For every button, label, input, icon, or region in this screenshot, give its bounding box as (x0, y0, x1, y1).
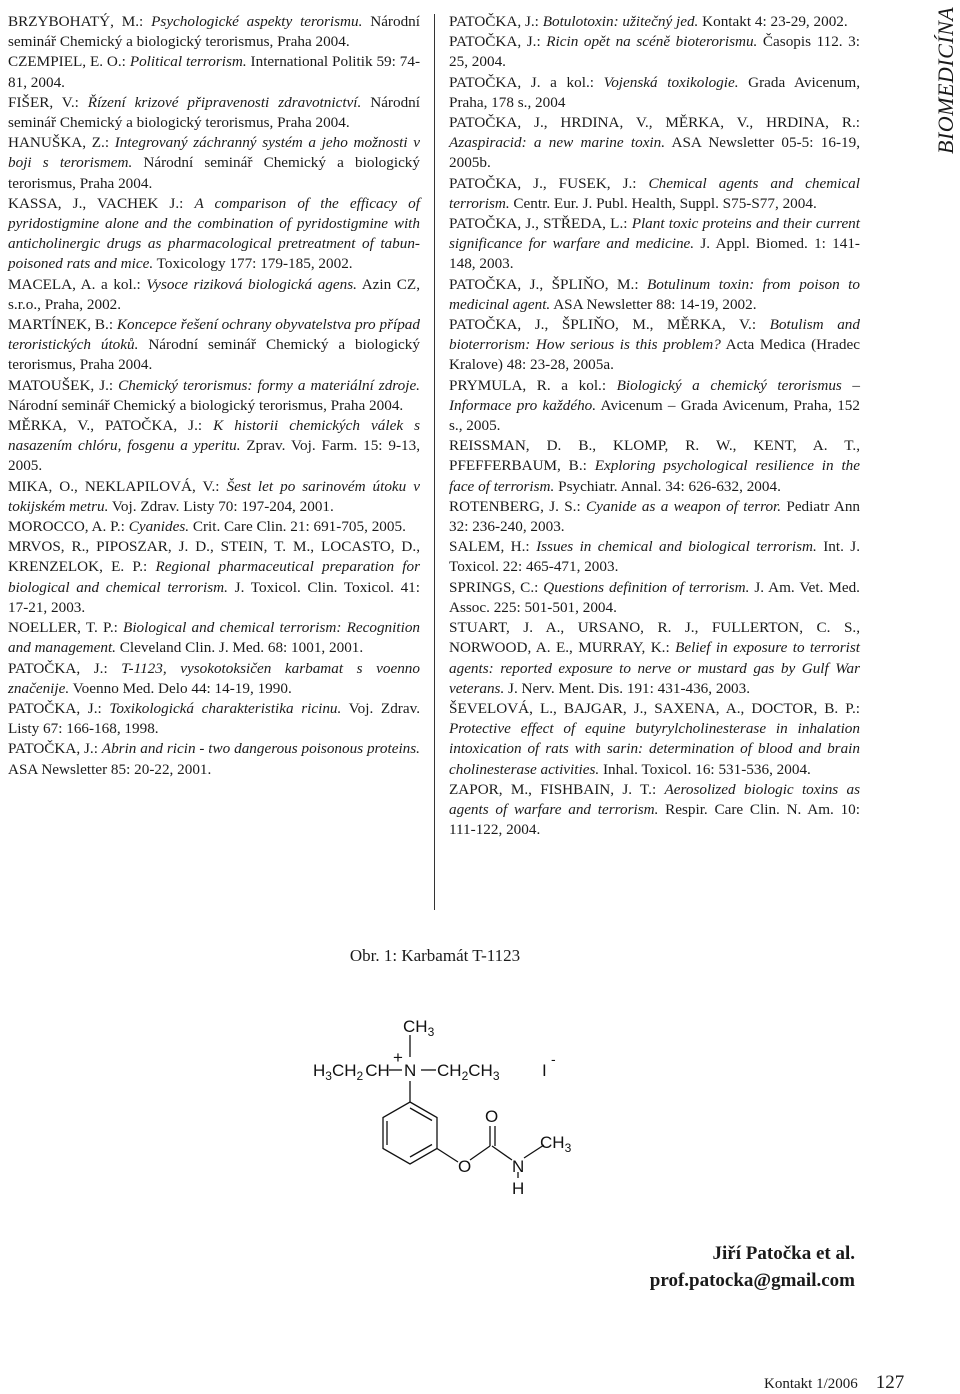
reference-authors: MACELA, A. a kol.: (8, 275, 147, 293)
reference-entry (8, 517, 420, 537)
reference-source: Grada Avicenum, Praha, 178 s., 2004 (449, 73, 860, 111)
reference-source: Inhal. Toxicol. 16: 531-536, 2004. (599, 760, 811, 778)
reference-title: Regional pharmaceutical preparation for biological and chemical terrorism. (8, 558, 420, 596)
reference-entry (8, 618, 420, 658)
bond-ring-o (437, 1149, 458, 1163)
reference-source: Voj. Zdrav. Listy 70: 197-204, 2001. (108, 497, 334, 515)
reference-title: Belief in exposure to terrorist agents: reported exposure to nerve or mustard gas by Gulf War veterans. (449, 639, 860, 697)
label-n-center: N (404, 1061, 417, 1080)
reference-source: Cleveland Clin. J. Med. 68: 1001, 2001. (115, 639, 364, 657)
reference-entry (8, 477, 420, 517)
reference-entry (449, 376, 860, 437)
reference-authors: PATOČKA, J., STŘEDA, L.: (449, 215, 632, 233)
reference-entry (449, 113, 860, 174)
section-title (929, 4, 959, 154)
reference-entry (8, 416, 420, 477)
reference-authors: PATOČKA, J.: (8, 740, 102, 758)
reference-entry (8, 537, 420, 618)
label-ch3-top: $CH_3$ (403, 1017, 435, 1039)
reference-authors: PATOČKA, J.: (8, 659, 122, 677)
reference-entry (449, 780, 860, 841)
page-footer (764, 1372, 904, 1394)
chemical-structure-figure (300, 990, 630, 1200)
reference-source: J. Appl. Biomed. 1: 141-148, 2003. (449, 235, 860, 273)
reference-title: Chemical agents and chemical terrorism. (449, 174, 860, 212)
reference-entry (8, 194, 420, 275)
label-h-amide: H (512, 1179, 525, 1198)
reference-authors: FIŠER, V.: (8, 93, 88, 111)
reference-source: Respir. Care Clin. N. Am. 10: 111-122, 2004. (449, 800, 860, 839)
reference-authors: ROTENBERG, J. S.: (449, 497, 586, 515)
reference-title: Integrovaný záchranný systém a jeho možnosti v boji s terorismem. (8, 134, 420, 172)
reference-authors: REISSMAN, D. B., KLOMP, R. W., KENT, A. T., PFEFFERBAUM, B.: (449, 437, 860, 475)
reference-source: Acta Medica (Hradec Kralove) 48: 23-28, 2005a. (449, 336, 860, 374)
reference-entry (449, 497, 860, 537)
reference-title: Vojenská toxikologie. (603, 73, 739, 91)
reference-authors: MATOUŠEK, J.: (8, 376, 119, 394)
section-title-text: BIOMEDICÍNA (933, 6, 958, 154)
reference-source: Národní seminář Chemický a biologický terorismus, Praha 2004. (8, 93, 420, 132)
reference-source: Crit. Care Clin. 21: 691-705, 2005. (189, 518, 406, 536)
reference-title: Botulinum toxin: from poison to medicinal agent. (449, 275, 860, 313)
reference-source: Národní seminář Chemický a biologický terorismus, Praha 2004. (8, 336, 420, 374)
reference-source: Voj. Zdrav. Listy 67: 166-168, 1998. (8, 699, 420, 738)
reference-entry (449, 537, 860, 577)
reference-title: Questions definition of terrorism. (543, 578, 750, 596)
reference-authors: MRVOS, R., PIPOSZAR, J. D., STEIN, T. M., LOCASTO, D., KRENZELOK, E. P.: (8, 538, 420, 576)
reference-title: Political terrorism. (129, 53, 247, 71)
reference-authors: ŠEVELOVÁ, L., BAJGAR, J., SAXENA, A., DOCTOR, B. P.: (449, 699, 860, 717)
reference-title: Vysoce riziková biologická agens. (146, 275, 357, 293)
reference-title: Azaspiracid: a new marine toxin. (449, 134, 666, 152)
reference-source: Časopis 112. 3: 25, 2004. (449, 33, 860, 71)
reference-source: Voenno Med. Delo 44: 14-19, 1990. (69, 679, 292, 697)
reference-source: Toxicology 177: 179-185, 2002. (153, 255, 353, 273)
reference-source: Kontakt 4: 23-29, 2002. (698, 13, 848, 30)
journal-issue: Kontakt 1/2006 (764, 1376, 858, 1392)
references-left-column (8, 12, 420, 780)
reference-authors: ZAPOR, M., FISHBAIN, J. T.: (449, 780, 665, 798)
reference-authors: PATOČKA, J. a kol.: (449, 73, 604, 91)
reference-source: Avicenum – Grada Avicenum, Praha, 152 s., 2005. (449, 396, 860, 435)
reference-title: Šest let po sarinovém útoku v tokijském metru. (8, 477, 420, 515)
reference-title: Biological and chemical terrorism: Recognition and management. (8, 619, 421, 657)
label-n-amide: N (512, 1157, 525, 1176)
bond-c-n (492, 1146, 512, 1160)
reference-entry (449, 315, 860, 376)
reference-source: Centr. Eur. J. Publ. Health, Suppl. S75-S77, 2004. (509, 194, 817, 212)
author-email[interactable]: prof.patocka@gmail.com (649, 1270, 855, 1291)
reference-authors: PRYMULA, R. a kol.: (449, 376, 617, 394)
reference-authors: CZEMPIEL, E. O.: (8, 53, 130, 71)
reference-authors: PATOČKA, J.: (449, 13, 543, 30)
reference-entry (449, 436, 860, 497)
ring-double-bond-3 (410, 1108, 432, 1121)
reference-authors: KASSA, J., VACHEK J.: (8, 194, 195, 212)
reference-authors: HANUŠKA, Z.: (8, 134, 115, 152)
reference-entry (449, 73, 860, 113)
reference-authors: NOELLER, T. P.: (8, 619, 124, 637)
reference-authors: PATOČKA, J., FUSEK, J.: (449, 174, 649, 192)
reference-title: Issues in chemical and biological terrorism. (536, 538, 817, 556)
reference-entry (449, 12, 860, 32)
reference-entry (8, 52, 420, 92)
column-divider (434, 14, 435, 910)
label-h3c: $H_3CH_2$ CH (313, 1061, 390, 1083)
reference-authors: BRZYBOHATÝ, M.: (8, 13, 152, 30)
label-plus: + (393, 1048, 403, 1067)
reference-authors: PATOČKA, J., ŠPLIŇO, M., MĚRKA, V.: (449, 316, 770, 334)
reference-source: Národní seminář Chemický a biologický terorismus, Praha 2004. (8, 396, 404, 414)
reference-source: ASA Newsletter 05-5: 16-19, 2005b. (449, 134, 860, 172)
reference-entry (8, 275, 420, 315)
reference-authors: MOROCCO, A. P.: (8, 518, 129, 536)
reference-title: Cyanide as a weapon of terror. (585, 497, 782, 515)
reference-entry (8, 699, 420, 739)
reference-source: J. Nerv. Ment. Dis. 191: 431-436, 2003. (504, 679, 751, 697)
reference-source: Zprav. Voj. Farm. 15: 9-13, 2005. (8, 437, 420, 475)
reference-source: International Politik 59: 74-81, 2004. (8, 53, 420, 91)
reference-entry (449, 174, 860, 214)
reference-authors: MARTÍNEK, B.: (8, 316, 117, 334)
reference-title: Biologický a chemický terorismus – Informace pro každého. (449, 376, 860, 414)
reference-title: Botulism and bioterrorism: How serious is this problem? (449, 316, 860, 354)
reference-source: J. Toxicol. Clin. Toxicol. 41: 17-21, 2003. (8, 578, 420, 616)
reference-entry (8, 93, 420, 133)
reference-title: Abrin and ricin - two dangerous poisonous proteins. (101, 740, 420, 758)
reference-title: Ricin opět na scéně bioterorismu. (546, 33, 758, 51)
references-right-column (449, 12, 860, 840)
reference-title: Koncepce řešení ochrany obyvatelstva pro případ teroristických útoků. (8, 316, 420, 354)
reference-source: Azin CZ, s.r.o., Praha, 2002. (8, 275, 420, 313)
reference-entry (8, 12, 420, 52)
label-o-carbonyl: O (485, 1107, 499, 1126)
reference-source: Psychiatr. Annal. 34: 626-632, 2004. (554, 477, 781, 495)
reference-authors: PATOČKA, J., ŠPLIŇO, M.: (449, 275, 647, 293)
reference-source: J. Am. Vet. Med. Assoc. 225: 501-501, 2004. (449, 578, 860, 616)
reference-title: Řízení krizové připravenosti zdravotnictví. (87, 93, 362, 111)
reference-title: T-1123, vysokotoksičen karbamat s voenno značenije. (8, 659, 420, 697)
reference-title: Plant toxic proteins and their current significance for warfare and medicine. (449, 215, 860, 253)
author-name: Jiří Patočka et al. (712, 1243, 855, 1264)
benzene-ring (383, 1102, 437, 1164)
label-minus: - (551, 1051, 556, 1067)
figure-caption: Obr. 1: Karbamát T-1123 (349, 946, 521, 965)
reference-title: Toxikologická charakteristika ricinu. (109, 699, 342, 717)
reference-entry (449, 32, 860, 72)
reference-title: Aerosolized biologic toxins as agents of warfare and terrorism. (449, 780, 860, 818)
reference-source: ASA Newsletter 88: 14-19, 2002. (550, 295, 757, 313)
reference-authors: PATOČKA, J.: (449, 33, 547, 51)
reference-authors: PATOČKA, J.: (8, 699, 110, 717)
reference-title: Exploring psychological resilience in the face of terrorism. (449, 457, 861, 495)
reference-source: Int. J. Toxicol. 22: 465-471, 2003. (449, 538, 860, 576)
reference-entry (449, 618, 860, 699)
reference-entry (8, 376, 420, 416)
reference-entry (8, 133, 420, 194)
reference-authors: MIKA, O., NEKLAPILOVÁ, V.: (8, 477, 227, 495)
author-block (650, 1240, 855, 1294)
label-ch3-amide: $CH_3$ (540, 1133, 572, 1155)
reference-title: Chemický terorismus: formy a materiální zdroje. (118, 376, 420, 394)
reference-entry (8, 739, 420, 779)
reference-entry (449, 214, 860, 275)
reference-entry (449, 275, 860, 315)
reference-source: Národní seminář Chemický a biologický terorismus, Praha 2004. (8, 13, 420, 51)
reference-authors: MĚRKA, V., PATOČKA, J.: (8, 417, 214, 435)
reference-entry (8, 315, 420, 376)
reference-source: ASA Newsletter 85: 20-22, 2001. (8, 760, 212, 778)
reference-title: Protective effect of equine butyrylcholinesterase in inhalation intoxication of rats with sarin: determination of blood and brain cholinesterase activities. (449, 720, 860, 778)
reference-title: Psychologické aspekty terorismu. (151, 13, 363, 30)
reference-authors: SPRINGS, C.: (449, 578, 544, 596)
bond-o-c (470, 1146, 490, 1160)
reference-source: Pediatr Ann 32: 236-240, 2003. (449, 497, 861, 536)
reference-title: K historii chemických válek s nasazením chlóru, fosgenu a yperitu. (8, 417, 420, 455)
reference-title: Cyanides. (128, 518, 190, 536)
reference-entry (449, 699, 860, 780)
label-o-ester: O (458, 1157, 472, 1176)
label-iodide: I (542, 1061, 547, 1080)
ring-double-bond-2 (410, 1145, 432, 1158)
reference-authors: PATOČKA, J., HRDINA, V., MĚRKA, V., HRDINA, R.: (449, 114, 860, 132)
reference-authors: STUART, J. A., URSANO, R. J., FULLERTON, C. S., NORWOOD, A. E., MURRAY, K.: (449, 619, 860, 657)
reference-authors: SALEM, H.: (449, 538, 537, 556)
reference-entry (449, 578, 860, 618)
reference-source: Národní seminář Chemický a biologický terorismus, Praha 2004. (8, 154, 420, 192)
reference-entry (8, 659, 420, 699)
page-number: 127 (875, 1372, 905, 1393)
reference-title: A comparison of the efficacy of pyridostigmine alone and the combination of pyridostigmine with anticholinergic drugs as pharmacological pretreatment of tabun-poisoned rats and mice. (8, 194, 420, 273)
label-ch2-right: $CH_2CH_3$ (437, 1061, 500, 1083)
reference-title: Botulotoxin: užitečný jed. (542, 13, 699, 30)
